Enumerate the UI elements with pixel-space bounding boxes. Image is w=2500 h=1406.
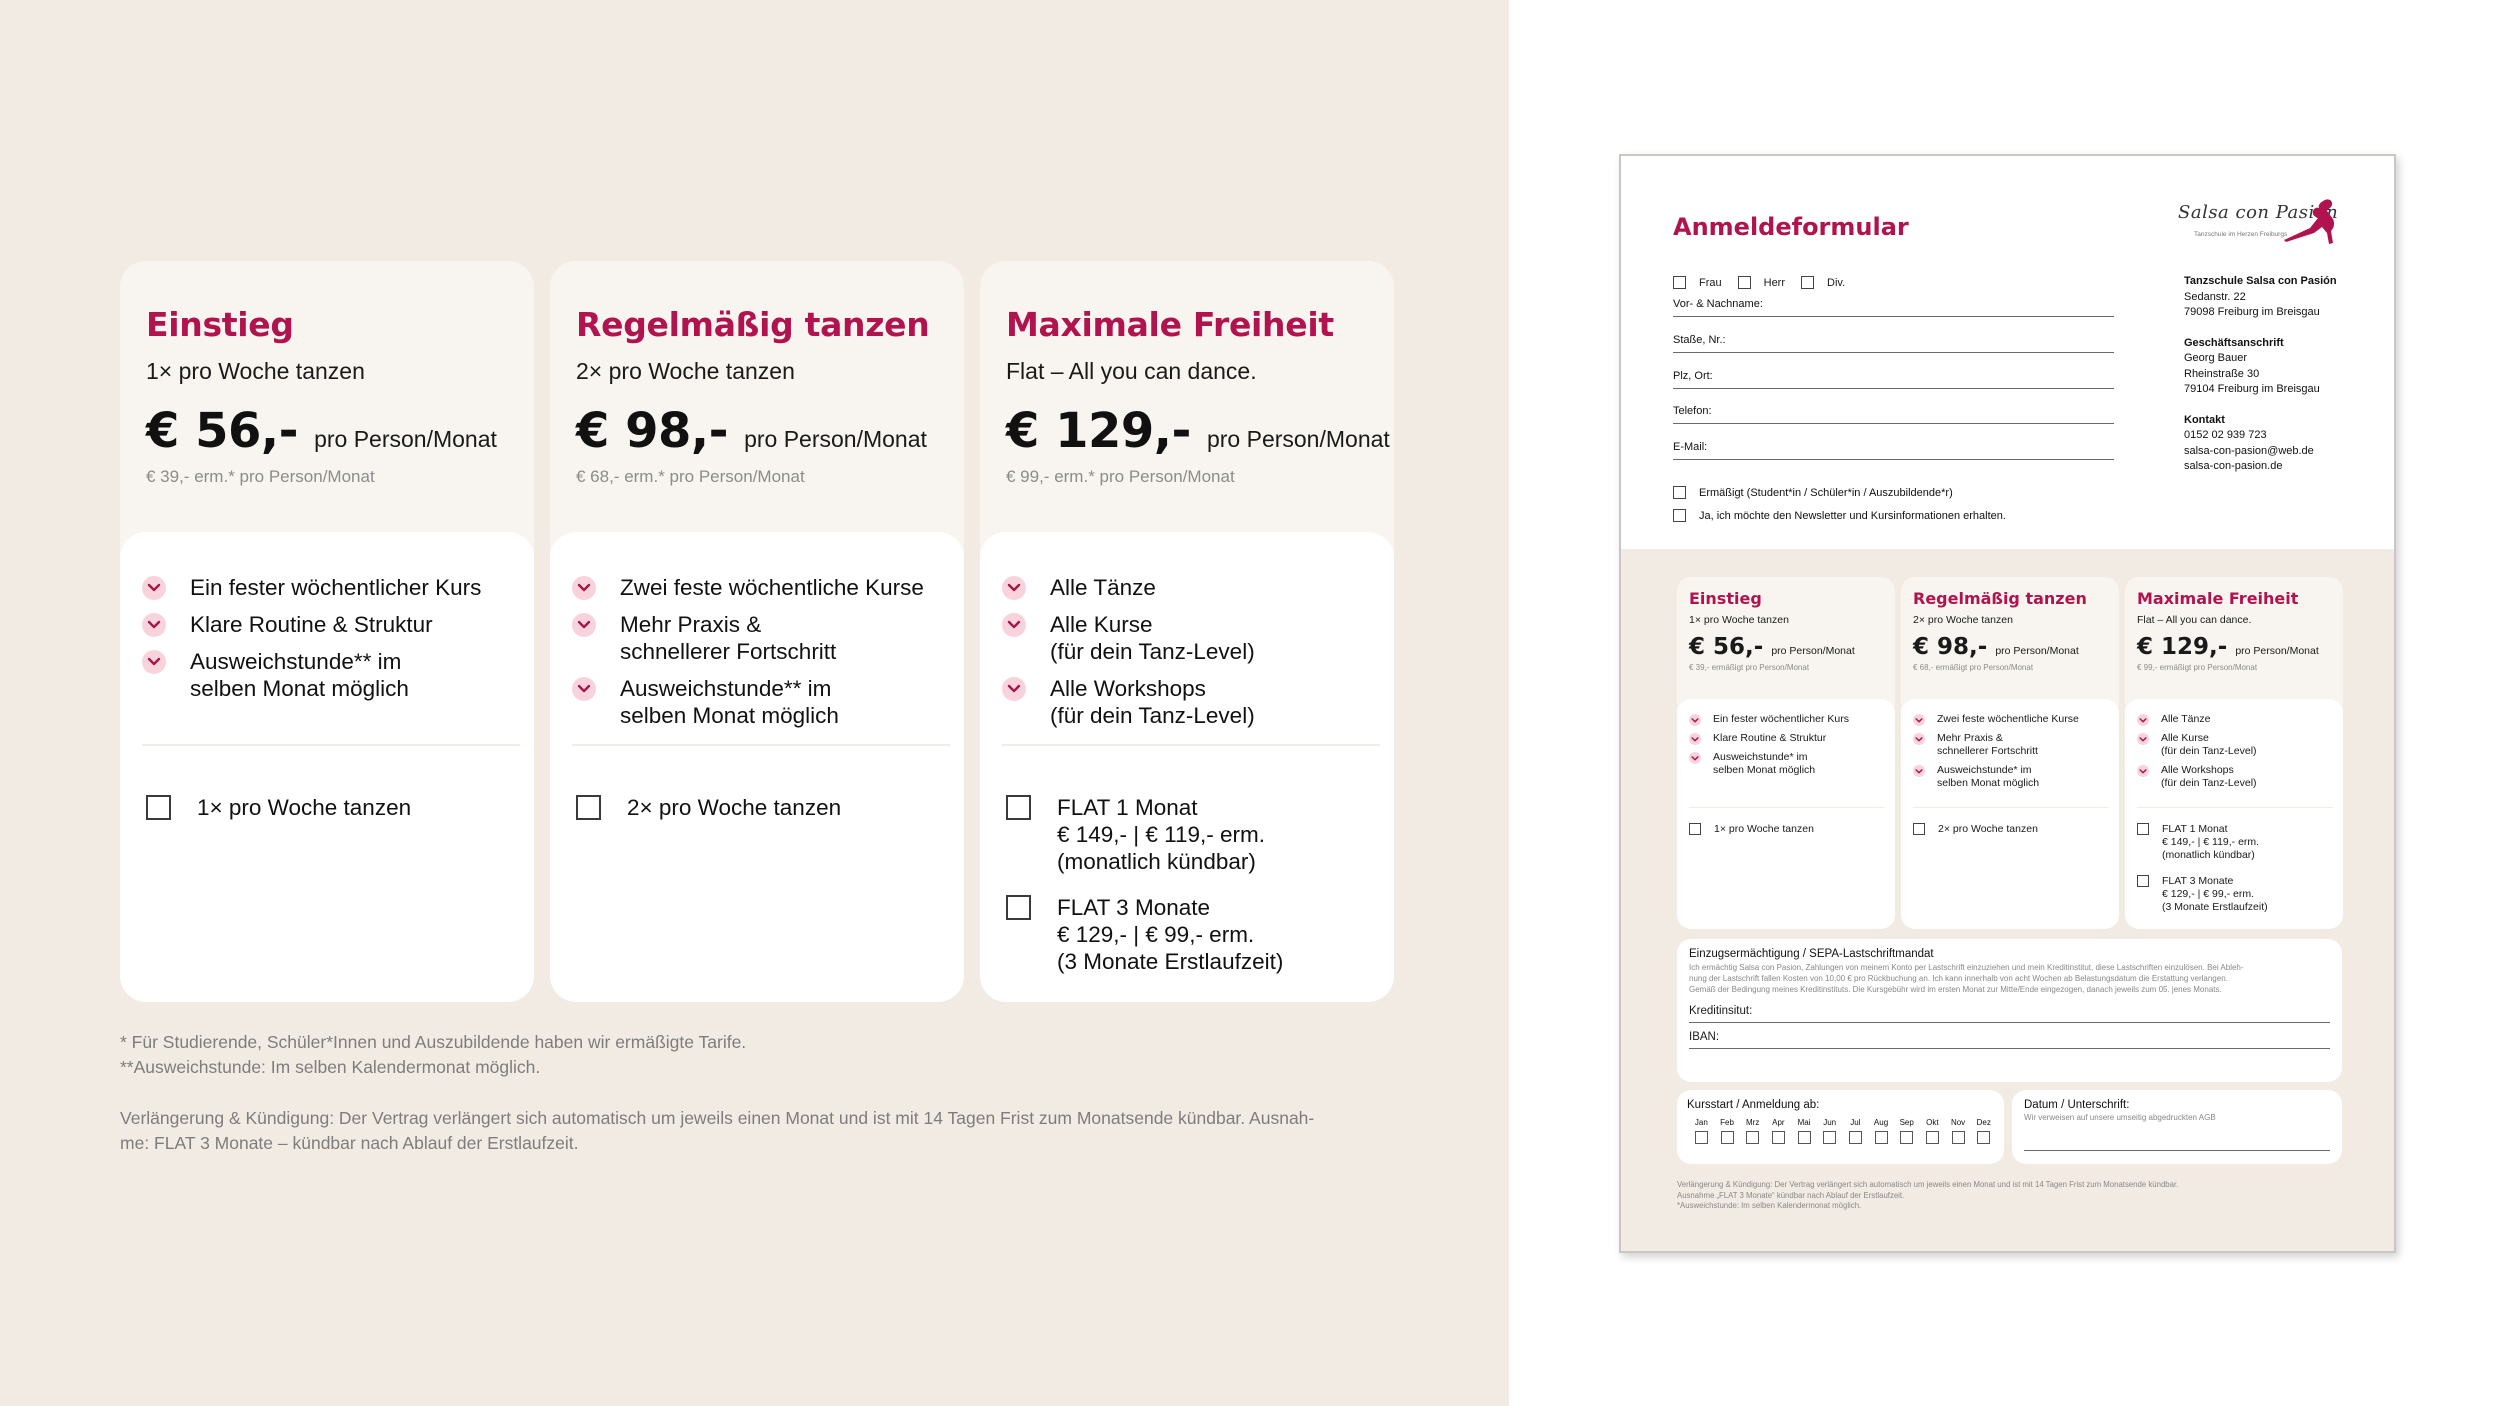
option-checkbox[interactable] (1689, 823, 1701, 835)
form-footer-note: Verlängerung & Kündigung: Der Vertrag verlängert sich automatisch um jeweils einen Monat und ist mit 14 Tagen Frist zum Monatsende kündbar. Ausnahme „FLAT 3 Monate“ kündbar nach Ablauf der Erstlaufzeit. *Ausweichstunde: Im selben Kalendermonat möglich. (1677, 1180, 2179, 1210)
plan-option[interactable] (1006, 894, 1283, 975)
plan-header (550, 261, 964, 551)
contact-title: Kontakt (2184, 413, 2225, 426)
option-checkbox[interactable] (1913, 823, 1925, 835)
check-icon (2139, 736, 2147, 742)
feature-text: Ein fester wöchentlicher Kurs (190, 575, 482, 600)
salutation-group (1673, 276, 1861, 289)
contact-website[interactable]: salsa-con-pasion.de (2184, 460, 2283, 472)
salutation-label: Div. (1827, 276, 1846, 289)
month-label: Mai (1797, 1118, 1811, 1127)
month-checkbox[interactable] (1926, 1131, 1939, 1144)
newsletter-checkbox-row[interactable] (1673, 509, 2006, 522)
salutation-label: Herr (1763, 276, 1786, 289)
check-badge (1913, 733, 1925, 745)
check-badge (1002, 677, 1026, 701)
option-checkbox[interactable] (1006, 795, 1031, 820)
month-label: Okt (1926, 1118, 1939, 1127)
iban-field[interactable]: IBAN: (1689, 1031, 2330, 1049)
check-icon (1915, 736, 1923, 742)
plan-reduced-price: € 39,- erm.* pro Person/Monat (146, 467, 375, 486)
plan-price-unit: pro Person/Monat (314, 426, 497, 452)
check-icon (1007, 619, 1021, 629)
plan-body (120, 532, 534, 1002)
salutation-label: Frau (1699, 276, 1722, 289)
form-plan-body (1677, 699, 1895, 929)
option-label: 2× pro Woche tanzen (1938, 823, 2038, 835)
check-badge (142, 650, 166, 674)
reduced-checkbox-label: Ermäßigt (Student*in / Schüler*in / Auszubildende*r) (1699, 486, 1953, 499)
form-plan-option[interactable] (2137, 823, 2259, 862)
month-label: Dez (1976, 1118, 1991, 1127)
form-plan-card-einstieg (1677, 577, 1895, 929)
course-start-section (1677, 1090, 2004, 1164)
divider (142, 744, 520, 746)
month-label: Sep (1899, 1118, 1914, 1127)
form-plan-header (1901, 577, 2119, 672)
form-feature-text: Alle Tänze (2161, 713, 2211, 725)
month-checkbox[interactable] (1900, 1131, 1913, 1144)
plan-option[interactable] (146, 794, 411, 821)
check-badge (2137, 733, 2149, 745)
feature-item (572, 611, 942, 665)
check-badge (1689, 752, 1701, 764)
form-plan-header (1677, 577, 1895, 672)
month-label: Aug (1873, 1118, 1889, 1127)
month-checkbox[interactable] (1849, 1131, 1862, 1144)
check-icon (577, 619, 591, 629)
option-label: FLAT 1 Monat € 149,- | € 119,- erm. (monatlich kündbar) (2162, 823, 2260, 861)
form-plan-subtitle: 1× pro Woche tanzen (1689, 614, 1789, 626)
check-icon (1691, 736, 1699, 742)
footnote-alt-lesson: **Ausweichstunde: Im selben Kalendermonat möglich. (120, 1057, 541, 1077)
checkbox-div[interactable] (1801, 276, 1814, 289)
option-label: 1× pro Woche tanzen (197, 795, 412, 820)
form-plan-subtitle: Flat – All you can dance. (2137, 614, 2252, 626)
bank-field[interactable]: Kreditinsitut: (1689, 1005, 2330, 1023)
month-option[interactable] (1973, 1118, 1994, 1144)
plan-title: Einstieg (146, 305, 294, 344)
option-checkbox[interactable] (576, 795, 601, 820)
month-checkbox[interactable] (1746, 1131, 1759, 1144)
course-start-title: Kursstart / Anmeldung ab: (1687, 1099, 1820, 1111)
check-icon (577, 683, 591, 693)
feature-item (142, 574, 512, 601)
feature-item (572, 574, 942, 601)
option-checkbox[interactable] (2137, 823, 2149, 835)
school-name: Tanzschule Salsa con Pasión (2184, 275, 2337, 287)
name-field[interactable]: Vor- & Nachname: (1673, 298, 2114, 317)
signature-section (2012, 1090, 2342, 1164)
plan-body (980, 532, 1394, 1002)
form-plan-card-maximale-freiheit (2125, 577, 2343, 929)
month-checkbox[interactable] (1721, 1131, 1734, 1144)
reduced-checkbox-row[interactable] (1673, 486, 1953, 499)
month-option[interactable] (1845, 1118, 1866, 1144)
form-title: Anmeldeformular (1673, 213, 1909, 241)
month-option[interactable] (1871, 1118, 1892, 1144)
feature-text: Mehr Praxis & schnellerer Fortschritt (620, 612, 837, 664)
form-plan-price-unit: pro Person/Monat (2235, 645, 2319, 657)
plan-title: Maximale Freiheit (1006, 305, 1334, 344)
plan-price: € 98,- (576, 403, 729, 459)
form-feature-text: Zwei feste wöchentliche Kurse (1937, 713, 2079, 725)
option-label: FLAT 1 Monat € 149,- | € 119,- erm. (monatlich kündbar) (1057, 795, 1266, 874)
footnote-renewal: Verlängerung & Kündigung: Der Vertrag verlängert sich automatisch um jeweils einen Monat und ist mit 14 Tagen Frist zum Monatsende kündbar. Ausnah- me: FLAT 3 Monate – kündbar nach Ablauf der Erstlaufzeit. (120, 1108, 1315, 1153)
form-plan-price-unit: pro Person/Monat (1771, 645, 1855, 657)
form-plan-title: Regelmäßig tanzen (1913, 589, 2087, 608)
check-badge (1689, 733, 1701, 745)
plan-reduced-price: € 99,- erm.* pro Person/Monat (1006, 467, 1235, 486)
form-feature-text: Mehr Praxis & schnellerer Fortschritt (1937, 732, 2038, 757)
month-checkbox[interactable] (1695, 1131, 1708, 1144)
business-line: Rheinstraße 30 (2184, 367, 2260, 380)
newsletter-checkbox[interactable] (1673, 509, 1686, 522)
form-plan-body (2125, 699, 2343, 929)
plan-subtitle: 1× pro Woche tanzen (146, 358, 365, 384)
check-icon (147, 582, 161, 592)
school-line: 79098 Freiburg im Breisgau (2184, 306, 2320, 318)
footnotes (120, 1030, 1390, 1156)
reduced-checkbox[interactable] (1673, 486, 1686, 499)
dancers-icon (2281, 198, 2343, 246)
check-icon (147, 619, 161, 629)
month-option[interactable] (1768, 1118, 1789, 1144)
month-label: Feb (1720, 1118, 1734, 1127)
plan-header (120, 261, 534, 551)
signature-field[interactable] (2024, 1150, 2330, 1151)
check-badge (1689, 714, 1701, 726)
check-badge (1002, 613, 1026, 637)
check-icon (2139, 768, 2147, 774)
option-checkbox[interactable] (146, 795, 171, 820)
month-checkbox[interactable] (1952, 1131, 1965, 1144)
form-feature-text: Alle Workshops (für dein Tanz-Level) (2161, 764, 2257, 789)
signature-title: Datum / Unterschrift: (2024, 1099, 2130, 1111)
form-feature-item (1913, 732, 2109, 758)
form-feature-item (1913, 713, 2109, 726)
plan-option[interactable] (1006, 794, 1265, 875)
plan-option[interactable] (576, 794, 841, 821)
month-option[interactable] (1819, 1118, 1840, 1144)
plan-header (980, 261, 1394, 551)
month-checkbox[interactable] (1823, 1131, 1836, 1144)
plan-price: € 129,- (1006, 403, 1191, 459)
form-feature-item (1689, 713, 1885, 726)
check-badge (572, 677, 596, 701)
form-plan-price-row (2137, 634, 2331, 660)
form-plan-card-regelmaessig (1901, 577, 2119, 929)
divider (1913, 807, 2109, 808)
school-line: Sedanstr. 22 (2184, 290, 2246, 303)
plan-subtitle: 2× pro Woche tanzen (576, 358, 795, 384)
plan-subtitle: Flat – All you can dance. (1006, 358, 1257, 384)
check-icon (147, 656, 161, 666)
contact-email[interactable]: salsa-con-pasion@web.de (2184, 444, 2314, 457)
logo-tagline: Tanzschule im Herzen Freiburgs (2194, 231, 2288, 238)
feature-text: Alle Kurse (für dein Tanz-Level) (1050, 612, 1255, 664)
plan-title: Regelmäßig tanzen (576, 305, 930, 344)
check-icon (1915, 768, 1923, 774)
plan-price-unit: pro Person/Monat (744, 426, 927, 452)
contact-phone: 0152 02 939 723 (2184, 429, 2267, 441)
checkbox-herr[interactable] (1738, 276, 1751, 289)
check-badge (1002, 576, 1026, 600)
form-feature-text: Ein fester wöchentlicher Kurs (1713, 713, 1849, 725)
check-icon (1007, 683, 1021, 693)
plan-price: € 56,- (146, 403, 299, 459)
form-plan-reduced-price: € 99,- ermäßigt pro Person/Monat (2137, 663, 2258, 672)
form-plan-option[interactable] (1689, 823, 1814, 836)
month-option[interactable] (1717, 1118, 1738, 1144)
divider (572, 744, 950, 746)
sepa-section (1677, 939, 2342, 1082)
form-plan-title: Einstieg (1689, 589, 1762, 608)
month-checkboxes (1687, 1118, 1994, 1144)
month-option[interactable] (1691, 1118, 1712, 1144)
form-plan-reduced-price: € 39,- ermäßigt pro Person/Monat (1689, 663, 1810, 672)
month-option[interactable] (1794, 1118, 1815, 1144)
divider (1689, 807, 1885, 808)
business-line: Georg Bauer (2184, 352, 2247, 364)
check-icon (1691, 717, 1699, 723)
form-feature-item (1913, 764, 2109, 790)
month-option[interactable] (1896, 1118, 1917, 1144)
month-checkbox[interactable] (1798, 1131, 1811, 1144)
plan-card-einstieg (120, 261, 534, 1002)
feature-item (1002, 675, 1372, 729)
sepa-title: Einzugsermächtigung / SEPA-Lastschriftmandat (1689, 948, 1934, 960)
divider (2137, 807, 2333, 808)
form-feature-item (2137, 713, 2333, 726)
form-plan-price: € 56,- (1689, 634, 1764, 660)
check-badge (142, 576, 166, 600)
month-label: Jun (1823, 1118, 1837, 1127)
form-plan-price: € 129,- (2137, 634, 2228, 660)
feature-text: Ausweichstunde** im selben Monat möglich (190, 649, 409, 701)
month-label: Nov (1950, 1118, 1966, 1127)
check-badge (2137, 765, 2149, 777)
month-label: Jan (1694, 1118, 1708, 1127)
address-block (2184, 274, 2337, 490)
plan-reduced-price: € 68,- erm.* pro Person/Monat (576, 467, 805, 486)
month-checkbox[interactable] (1875, 1131, 1888, 1144)
month-checkbox[interactable] (1772, 1131, 1785, 1144)
feature-item (1002, 574, 1372, 601)
month-label: Jul (1850, 1118, 1861, 1127)
check-badge (2137, 714, 2149, 726)
option-checkbox[interactable] (1006, 895, 1031, 920)
form-plan-option[interactable] (1913, 823, 2038, 836)
check-badge (1913, 714, 1925, 726)
form-plan-option[interactable] (2137, 875, 2268, 914)
plan-card-regelmaessig (550, 261, 964, 1002)
feature-text: Ausweichstunde** im selben Monat möglich (620, 676, 839, 728)
form-plan-header (2125, 577, 2343, 672)
phone-field[interactable]: Telefon: (1673, 405, 2114, 424)
form-plan-price-row (1689, 634, 1883, 660)
check-badge (142, 613, 166, 637)
check-icon (1007, 582, 1021, 592)
email-field[interactable]: E-Mail: (1673, 441, 2114, 460)
option-label: 2× pro Woche tanzen (627, 795, 842, 820)
check-icon (1915, 717, 1923, 723)
month-label: Apr (1772, 1118, 1785, 1127)
check-badge (572, 613, 596, 637)
form-plan-subtitle: 2× pro Woche tanzen (1913, 614, 2013, 626)
check-icon (1691, 755, 1699, 761)
check-icon (577, 582, 591, 592)
month-option[interactable] (1948, 1118, 1969, 1144)
plan-card-maximale-freiheit (980, 261, 1394, 1002)
street-field[interactable]: Staße, Nr.: (1673, 334, 2114, 353)
form-feature-text: Alle Kurse (für dein Tanz-Level) (2161, 732, 2257, 757)
option-checkbox[interactable] (2137, 875, 2149, 887)
feature-item (1002, 611, 1372, 665)
option-label: FLAT 3 Monate € 129,- | € 99,- erm. (3 Monate Erstlaufzeit) (1057, 895, 1284, 974)
feature-text: Klare Routine & Struktur (190, 612, 433, 637)
feature-item (142, 611, 512, 638)
form-plan-price-row (1913, 634, 2107, 660)
business-title: Geschäftsanschrift (2184, 336, 2284, 349)
option-label: 1× pro Woche tanzen (1714, 823, 1814, 835)
month-option[interactable] (1922, 1118, 1943, 1144)
month-label: Mrz (1746, 1118, 1760, 1127)
checkbox-frau[interactable] (1673, 276, 1686, 289)
form-plan-title: Maximale Freiheit (2137, 589, 2299, 608)
month-option[interactable] (1742, 1118, 1763, 1144)
signature-note: Wir verweisen auf unsere umseitig abgedruckten AGB (2024, 1113, 2216, 1122)
logo-name: Salsa con Pasión (2178, 202, 2339, 223)
feature-item (572, 675, 942, 729)
form-feature-item (1689, 732, 1885, 745)
form-feature-item (1689, 751, 1885, 777)
check-badge (572, 576, 596, 600)
plan-price-unit: pro Person/Monat (1206, 426, 1390, 452)
sepa-text: Ich ermächtig Salsa con Pasion, Zahlungen von meinem Konto per Lastschrift einzuziehen und mein Kreditinstitut, diese Lastschriften einzulösen. Bei Ableh- nung der Lastschrift fallen Kosten von 10,00 € pro Rückbuchung an. Ich kann innerhalb von acht Wochen ab Belastungsdatum die Erstattung verlangen. Gemäß der Bedingung meines Kreditinstituts. Die Kursgebühr wird im ersten Monat zur Mitte/Ende eingezogen, danach jeweils zum 05. jenes Monats. (1689, 963, 2244, 994)
zip-city-field[interactable]: Plz, Ort: (1673, 370, 2114, 389)
form-plan-reduced-price: € 68,- ermäßigt pro Person/Monat (1913, 663, 2034, 672)
registration-form (1619, 154, 2396, 1253)
check-icon (2139, 717, 2147, 723)
footnote-reduced: * Für Studierende, Schüler*Innen und Auszubildende haben wir ermäßigte Tarife. (120, 1032, 747, 1052)
form-feature-item (2137, 732, 2333, 758)
form-plan-price: € 98,- (1913, 634, 1988, 660)
feature-text: Alle Tänze (1050, 575, 1156, 600)
business-line: 79104 Freiburg im Breisgau (2184, 383, 2320, 395)
logo (2176, 198, 2351, 258)
divider (1002, 744, 1380, 746)
plan-body (550, 532, 964, 1002)
month-checkbox[interactable] (1977, 1131, 1990, 1144)
feature-item (142, 648, 512, 702)
check-badge (1913, 765, 1925, 777)
form-plan-body (1901, 699, 2119, 929)
form-feature-text: Ausweichstunde* im selben Monat möglich (1937, 764, 2040, 789)
option-label: FLAT 3 Monate € 129,- | € 99,- erm. (3 Monate Erstlaufzeit) (2162, 875, 2268, 913)
newsletter-checkbox-label: Ja, ich möchte den Newsletter und Kursinformationen erhalten. (1699, 509, 2006, 522)
form-feature-text: Ausweichstunde* im selben Monat möglich (1713, 751, 1816, 776)
form-plan-price-unit: pro Person/Monat (1995, 645, 2079, 657)
feature-text: Zwei feste wöchentliche Kurse (620, 575, 924, 600)
form-feature-item (2137, 764, 2333, 790)
form-feature-text: Klare Routine & Struktur (1713, 732, 1827, 744)
feature-text: Alle Workshops (für dein Tanz-Level) (1050, 676, 1255, 728)
